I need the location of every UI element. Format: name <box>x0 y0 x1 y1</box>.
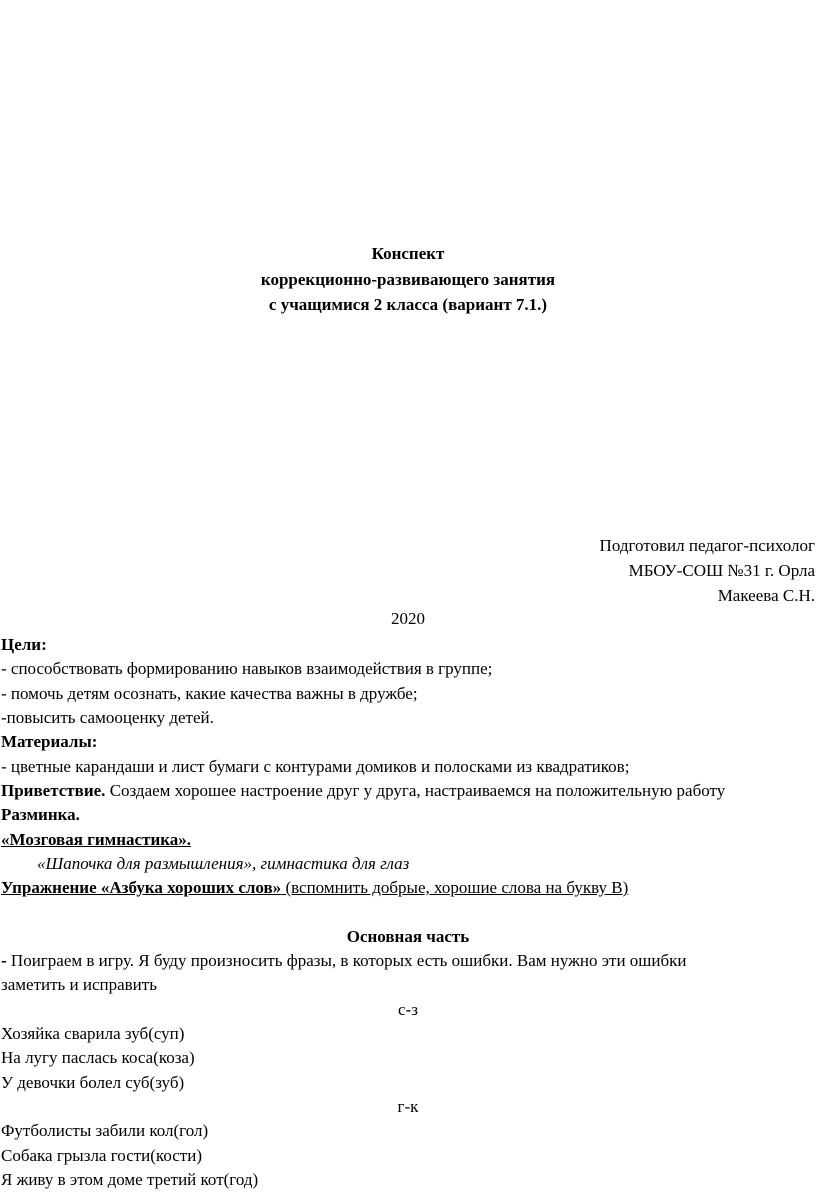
goal-item: -повысить самооценку детей. <box>1 708 214 727</box>
doc-title-line-3: с учащимися 2 класса (вариант 7.1.) <box>268 295 548 314</box>
doc-title-line-2: коррекционно-развивающего занятия <box>260 270 556 289</box>
phrase-item: На лугу паслась коса(коза) <box>1 1048 195 1067</box>
materials-item: - цветные карандаши и лист бумаги с контурами домиков и полосками из квадратиков; <box>1 757 630 776</box>
doc-year: 2020 <box>391 609 425 628</box>
greeting-text: Создаем хорошее настроение друг у друга, настраиваемся на положительную работу <box>105 781 726 800</box>
abc-exercise-text: (вспомнить добрые, хорошие слова на букву В) <box>281 878 629 897</box>
author-school: МБОУ-СОШ №31 г. Орла <box>628 561 815 580</box>
group-label: с-з <box>398 1000 418 1019</box>
author-position: Подготовил педагог-психолог <box>599 536 815 555</box>
goals-heading: Цели: <box>1 635 47 654</box>
greeting-paragraph <box>1 779 725 803</box>
intro-text: Поиграем в игру. Я буду произносить фразы, в которых есть ошибки. Вам нужно эти ошибки <box>6 951 687 970</box>
main-part-heading: Основная часть <box>346 927 470 946</box>
goal-item: - помочь детям осознать, какие качества важны в дружбе; <box>1 684 418 703</box>
abc-exercise-paragraph <box>1 876 628 900</box>
exercise-line: «Шапочка для размышления», гимнастика для глаз <box>37 854 410 873</box>
phrase-item: Футболисты забили кол(гол) <box>1 1121 209 1140</box>
phrase-item: Я живу в этом доме третий кот(год) <box>1 1170 259 1189</box>
main-intro-line-2: заметить и исправить <box>1 975 157 994</box>
warmup-heading: Разминка. <box>1 805 80 824</box>
materials-heading: Материалы: <box>1 732 98 751</box>
main-intro-line-1 <box>1 949 687 973</box>
phrase-item: Хозяйка сварила зуб(суп) <box>1 1024 185 1043</box>
phrase-item: У девочки болел суб(зуб) <box>1 1073 185 1092</box>
abc-exercise-label: Упражнение «Азбука хороших слов» <box>1 878 282 897</box>
phrase-item: Собака грызла гости(кости) <box>1 1146 202 1165</box>
author-name: Макеева С.Н. <box>717 586 815 605</box>
group-label: г-к <box>397 1097 419 1116</box>
greeting-label: Приветствие. <box>1 781 106 800</box>
doc-title-line-1: Конспект <box>371 244 445 263</box>
goal-item: - способствовать формированию навыков взаимодействия в группе; <box>1 659 493 678</box>
intro-dash: - <box>1 951 7 970</box>
brain-gym-heading: «Мозговая гимнастика». <box>1 830 192 849</box>
